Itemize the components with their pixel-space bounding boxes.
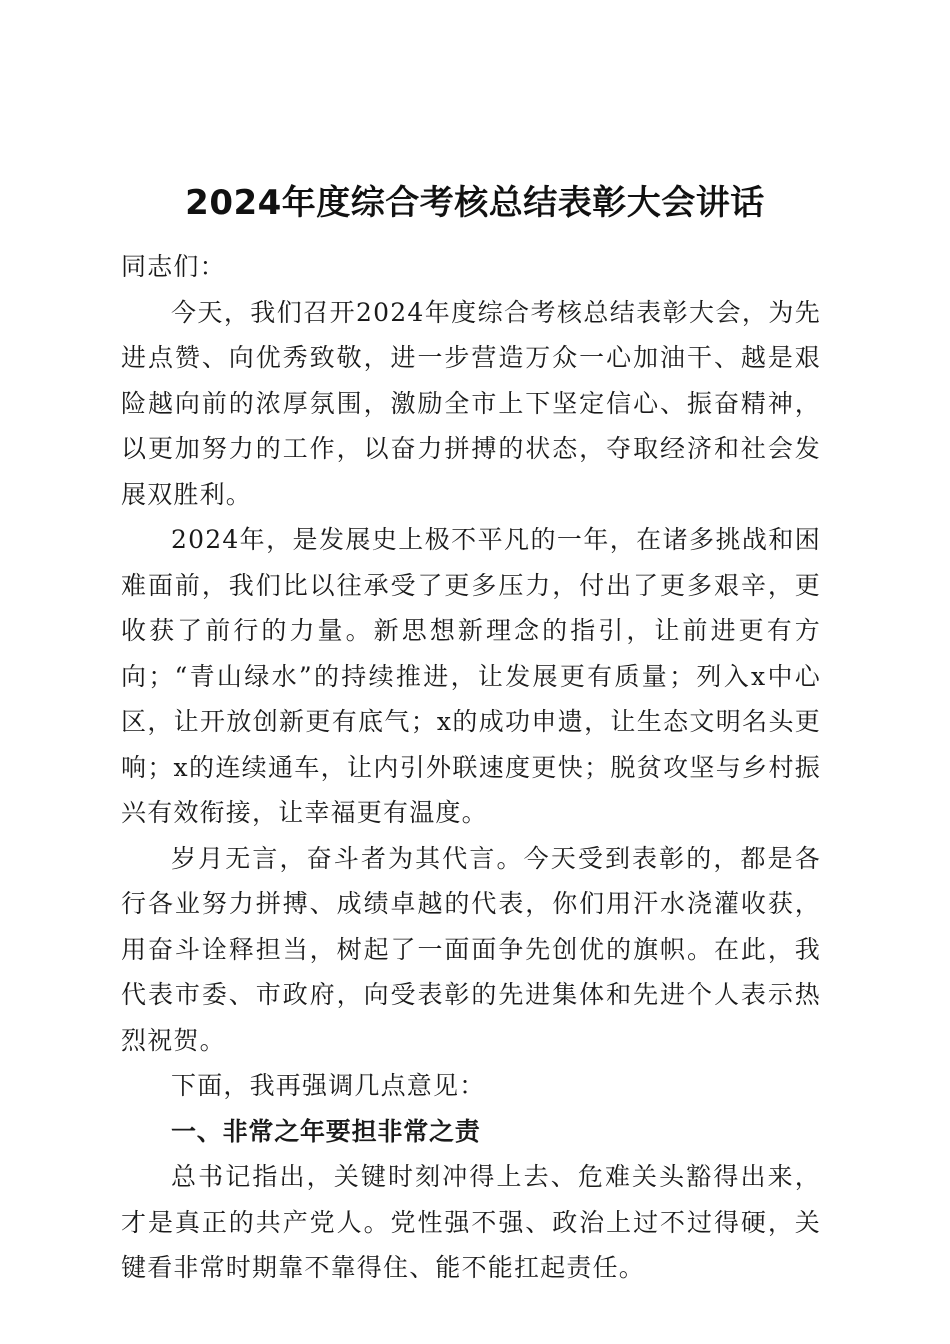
document-title: 2024年度综合考核总结表彰大会讲话 — [185, 183, 765, 223]
paragraph-opening: 今天，我们召开2024年度综合考核总结表彰大会，为先进点赞、向优秀致敬，进一步营造万众一心加油干、越是艰险越向前的浓厚氛围，激励全市上下坚定信心、振奋精神，以更加努力的工作，以奋力拼搏的状态，夺取经济和社会发展双胜利。 — [121, 297, 821, 509]
paragraph-year-review: 2024年，是发展史上极不平凡的一年，在诸多挑战和困难面前，我们比以往承受了更多压力，付出了更多艰辛，更收获了前行的力量。新思想新理念的指引，让前进更有方向；“青山绿水”的持续推进，让发展更有质量；列入x中心区，让开放创新更有底气；x的成功申遗，让生态文明名头更响；x的连续通车，让内引外联速度更快；脱贫攻坚与乡村振兴有效衔接，让幸福更有温度。 — [121, 525, 821, 827]
document-body — [121, 244, 821, 1291]
section-paragraph: 总书记指出，关键时刻冲得上去、危难关头豁得出来，才是真正的共产党人。党性强不强、政治上过不过得硬，关键看非常时期靠不靠得住、能不能扛起责任。 — [121, 1162, 821, 1282]
paragraph-transition: 下面，我再强调几点意见： — [171, 1071, 486, 1100]
salutation: 同志们： — [121, 252, 226, 281]
section-heading: 一、非常之年要担非常之责 — [171, 1116, 481, 1146]
paragraph-commendation: 岁月无言，奋斗者为其代言。今天受到表彰的，都是各行各业努力拼搏、成绩卓越的代表，你们用汗水浇灌收获，用奋斗诠释担当，树起了一面面争先创优的旗帜。在此，我代表市委、市政府，向受表彰的先进集体和先进个人表示热烈祝贺。 — [121, 843, 821, 1055]
